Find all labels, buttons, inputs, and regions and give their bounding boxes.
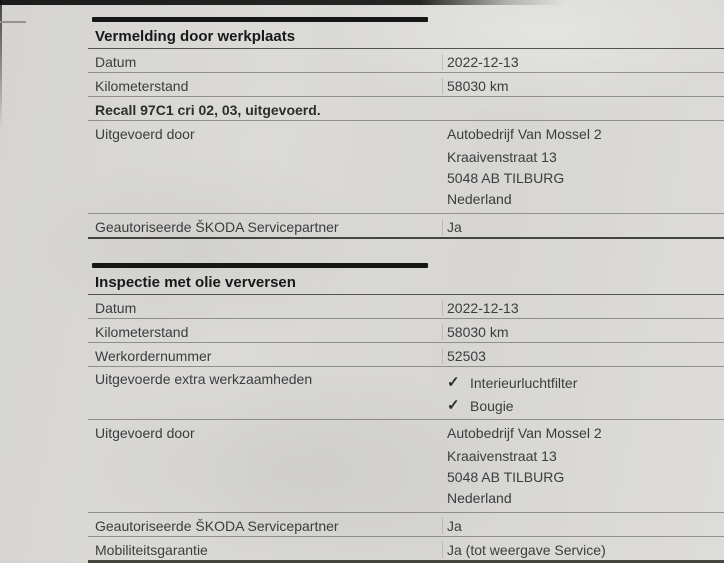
checked-item (447, 394, 724, 417)
row-label: Datum (95, 300, 137, 316)
table-row (88, 319, 724, 343)
row-label: Werkordernummer (95, 348, 212, 364)
section-vermelding-door-werkplaats (88, 17, 724, 239)
row-value-line: 5048 AB TILBURG (447, 170, 565, 186)
row-label: Geautoriseerde ŠKODA Servicepartner (95, 219, 339, 235)
table-row (88, 73, 724, 97)
photo-left-mark-artifact (0, 21, 26, 23)
table-row (88, 295, 724, 319)
row-label: Uitgevoerd door (95, 425, 195, 441)
row-label: Geautoriseerde ŠKODA Servicepartner (95, 518, 339, 534)
row-label: Kilometerstand (95, 78, 189, 94)
table-row (88, 367, 724, 420)
table-row (88, 513, 724, 537)
table-row (88, 97, 724, 121)
service-record-document (88, 17, 724, 563)
checked-item (447, 371, 724, 394)
row-value (443, 371, 724, 417)
row-label: Kilometerstand (95, 324, 189, 340)
row-value: Ja (442, 518, 724, 534)
photo-top-edge-artifact (0, 0, 724, 5)
row-value (443, 425, 724, 509)
table-row (88, 537, 724, 563)
checked-item-label: Bougie (470, 397, 514, 414)
row-value-line: 5048 AB TILBURG (447, 469, 565, 485)
row-value-line: Kraaivenstraat 13 (447, 448, 557, 464)
check-icon: ✓ (447, 397, 460, 414)
row-value: 58030 km (442, 78, 724, 94)
checked-item-label: Interieurluchtfilter (470, 374, 578, 391)
row-label: Uitgevoerde extra werkzaamheden (95, 371, 313, 387)
row-value-line: Nederland (447, 191, 512, 207)
row-label: Uitgevoerd door (95, 126, 195, 142)
row-value (443, 126, 724, 210)
row-label: Mobiliteitsgarantie (95, 542, 208, 558)
section-inspectie-met-olie-verversen (88, 263, 724, 563)
section-title: Vermelding door werkplaats (88, 22, 724, 49)
row-label: Datum (95, 54, 137, 70)
row-value: 2022-12-13 (442, 300, 724, 316)
row-value: 52503 (442, 348, 724, 364)
table-row (88, 420, 724, 513)
row-value-line: Nederland (447, 490, 512, 506)
table-row (88, 343, 724, 367)
row-value: Ja (442, 219, 724, 235)
check-icon: ✓ (447, 374, 460, 391)
photo-left-edge-artifact (0, 0, 2, 130)
section-rows (88, 295, 724, 563)
row-value: 58030 km (442, 324, 724, 340)
section-title: Inspectie met olie verversen (88, 268, 724, 295)
row-value: Ja (tot weergave Service) (442, 542, 724, 558)
table-row (88, 49, 724, 73)
row-value: 2022-12-13 (442, 54, 724, 70)
row-value-line: Kraaivenstraat 13 (447, 149, 557, 165)
table-row (88, 121, 724, 214)
row-value-line: Autobedrijf Van Mossel 2 (447, 425, 602, 441)
row-label: Recall 97C1 cri 02, 03, uitgevoerd. (95, 102, 321, 118)
section-rows (88, 49, 724, 239)
row-value-line: Autobedrijf Van Mossel 2 (447, 126, 602, 142)
table-row (88, 214, 724, 239)
